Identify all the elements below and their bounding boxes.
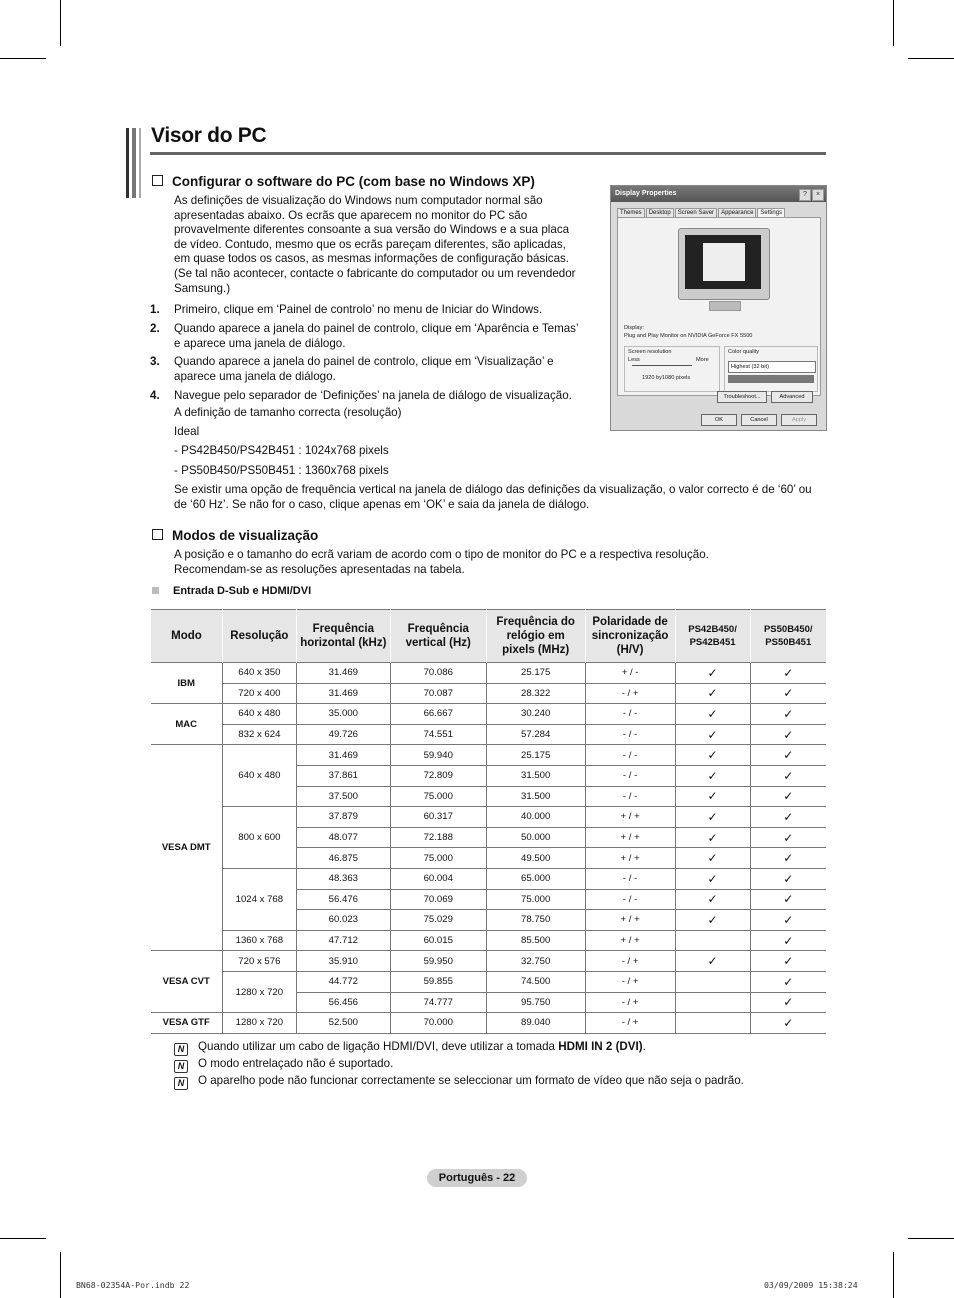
vfreq-cell: 75.000 xyxy=(390,848,486,869)
display-label: Display: xyxy=(624,325,644,331)
check-icon: ✓ xyxy=(783,974,794,989)
display-modes-table xyxy=(150,609,826,1034)
ps42-support-cell xyxy=(675,992,750,1013)
mode-cell: IBM xyxy=(151,663,223,704)
ideal-ps50: - PS50B450/PS50B451 : 1360x768 pixels xyxy=(174,464,389,477)
check-icon: ✓ xyxy=(707,727,718,742)
less-label: Less xyxy=(628,357,640,363)
polarity-cell: - / - xyxy=(585,704,675,725)
vfreq-cell: 60.317 xyxy=(390,807,486,828)
footer-date: 03/09/2009 15:38:24 xyxy=(764,1280,858,1290)
check-icon: ✓ xyxy=(707,809,718,824)
header-ps42: PS42B450/ PS42B451 xyxy=(675,610,750,663)
header-horizontal-frequency: Frequência horizontal (kHz) xyxy=(296,610,390,663)
ps42-support-cell xyxy=(675,683,750,704)
polarity-cell: + / + xyxy=(585,807,675,828)
crop-mark xyxy=(908,58,954,59)
ps42-support-cell xyxy=(675,807,750,828)
section-heading-software: Configurar o software do PC (com base no Windows XP) xyxy=(152,174,535,189)
ps50-support-cell xyxy=(750,951,826,972)
note-icon: N xyxy=(174,1060,188,1073)
advanced-button: Advanced xyxy=(771,391,813,403)
ps50-support-cell xyxy=(750,868,826,889)
resolution-cell: 720 x 400 xyxy=(222,683,296,704)
check-icon: ✓ xyxy=(783,995,794,1010)
crop-mark xyxy=(60,0,61,46)
polarity-cell: - / - xyxy=(585,724,675,745)
crop-mark xyxy=(893,0,894,46)
note-icon: N xyxy=(174,1077,188,1090)
footer-file: BN68-02354A-Por.indb 22 xyxy=(76,1280,190,1290)
note-icon: N xyxy=(174,1043,188,1056)
check-icon: ✓ xyxy=(783,748,794,763)
tab-screen-saver: Screen Saver xyxy=(675,208,717,217)
troubleshoot-button: Troubleshoot... xyxy=(717,391,767,403)
clock-cell: 25.175 xyxy=(486,745,585,766)
tab-settings: Settings xyxy=(757,208,785,217)
checkbox-bullet-icon xyxy=(152,175,163,186)
crop-mark xyxy=(0,1238,46,1239)
crop-mark xyxy=(893,1252,894,1298)
note-interlaced: N O modo entrelaçado não é suportado. xyxy=(174,1057,393,1073)
ps50-support-cell xyxy=(750,663,826,684)
vfreq-cell: 72.809 xyxy=(390,765,486,786)
ps42-support-cell xyxy=(675,827,750,848)
check-icon: ✓ xyxy=(707,851,718,866)
clock-cell: 25.175 xyxy=(486,663,585,684)
resolution-cell: 640 x 480 xyxy=(222,745,296,807)
hfreq-cell: 52.500 xyxy=(296,1013,390,1034)
resolution-cell: 832 x 624 xyxy=(222,724,296,745)
table-row xyxy=(151,971,827,992)
ps42-support-cell xyxy=(675,889,750,910)
check-icon: ✓ xyxy=(783,871,794,886)
clock-cell: 57.284 xyxy=(486,724,585,745)
hfreq-cell: 35.000 xyxy=(296,704,390,725)
vfreq-cell: 75.000 xyxy=(390,786,486,807)
clock-cell: 30.240 xyxy=(486,704,585,725)
clock-cell: 95.750 xyxy=(486,992,585,1013)
hfreq-cell: 46.875 xyxy=(296,848,390,869)
header-mode: Modo xyxy=(151,610,223,663)
mode-cell: MAC xyxy=(151,704,223,745)
check-icon: ✓ xyxy=(783,892,794,907)
clock-cell: 31.500 xyxy=(486,786,585,807)
ps50-support-cell xyxy=(750,971,826,992)
header-sync-polarity: Polaridade de sincronização (H/V) xyxy=(585,610,675,663)
check-icon: ✓ xyxy=(783,1015,794,1030)
ps42-support-cell xyxy=(675,930,750,951)
resolution-cell: 1280 x 720 xyxy=(222,971,296,1012)
crop-mark xyxy=(0,58,46,59)
step-text: Primeiro, clique em ‘Painel de controlo’ no menu de Iniciar do Windows. xyxy=(174,303,543,316)
resolution-label: A definição de tamanho correcta (resolução) xyxy=(174,406,402,419)
intro-paragraph: As definições de visualização do Windows num computador normal são apresentadas abaixo. Os ecrãs que aparecem no monitor do PC são provavelmente diferentes consoante a sua versão do Windows e a sua placa de vídeo. Contudo, mesmo que os ecrãs pareçam diferentes, são aplicadas, em quase todos os casos, as mesmas informações de configuração básicas. (Se tal não acontecer, contacte o fabricante do computador ou um revendedor Samsung.) xyxy=(174,194,576,295)
hfreq-cell: 48.363 xyxy=(296,868,390,889)
step-text: Navegue pelo separador de ‘Definições’ na janela de diálogo de visualização. xyxy=(174,389,572,402)
hfreq-cell: 37.879 xyxy=(296,807,390,828)
clock-cell: 78.750 xyxy=(486,910,585,931)
clock-cell: 31.500 xyxy=(486,765,585,786)
ok-button: OK xyxy=(701,414,737,426)
step-text: Quando aparece a janela do painel de controlo, clique em ‘Visualização’ e aparece uma janela de diálogo. xyxy=(174,355,554,383)
check-icon: ✓ xyxy=(783,830,794,845)
check-icon: ✓ xyxy=(783,789,794,804)
ps50-support-cell xyxy=(750,827,826,848)
settings-panel xyxy=(617,217,821,396)
modes-paragraph: A posição e o tamanho do ecrã variam de acordo com o tipo de monitor do PC e a respectiva resolução. Recomendam-se as resoluções apresentadas na tabela. xyxy=(174,548,709,576)
vfreq-cell: 75.029 xyxy=(390,910,486,931)
hfreq-cell: 31.469 xyxy=(296,663,390,684)
check-icon: ✓ xyxy=(707,686,718,701)
vfreq-cell: 59.940 xyxy=(390,745,486,766)
resolution-cell: 640 x 480 xyxy=(222,704,296,725)
ps50-support-cell xyxy=(750,745,826,766)
hfreq-cell: 44.772 xyxy=(296,971,390,992)
vfreq-cell: 59.950 xyxy=(390,951,486,972)
mode-cell: VESA DMT xyxy=(151,745,223,951)
ps50-support-cell xyxy=(750,848,826,869)
table-row xyxy=(151,868,827,889)
clock-cell: 28.322 xyxy=(486,683,585,704)
ps50-support-cell xyxy=(750,765,826,786)
check-icon: ✓ xyxy=(783,727,794,742)
check-icon: ✓ xyxy=(783,933,794,948)
check-icon: ✓ xyxy=(783,954,794,969)
check-icon: ✓ xyxy=(783,665,794,680)
page-number-badge: Português - 22 xyxy=(427,1169,527,1187)
screen-resolution-label: Screen resolution xyxy=(628,349,672,355)
ps42-support-cell xyxy=(675,786,750,807)
section-heading-modes: Modos de visualização xyxy=(152,528,318,543)
ps42-support-cell xyxy=(675,704,750,725)
crop-mark xyxy=(60,1252,61,1298)
step-number: 3. xyxy=(150,355,160,368)
check-icon: ✓ xyxy=(783,912,794,927)
input-subheading: Entrada D-Sub e HDMI/DVI xyxy=(152,585,311,597)
check-icon: ✓ xyxy=(783,809,794,824)
check-icon: ✓ xyxy=(707,748,718,763)
title-rule xyxy=(150,152,826,155)
crop-mark xyxy=(908,1238,954,1239)
vfreq-cell: 74.777 xyxy=(390,992,486,1013)
vfreq-cell: 60.004 xyxy=(390,868,486,889)
ps42-support-cell xyxy=(675,1013,750,1034)
polarity-cell: - / + xyxy=(585,992,675,1013)
hfreq-cell: 37.861 xyxy=(296,765,390,786)
tab-themes: Themes xyxy=(617,208,645,217)
check-icon: ✓ xyxy=(783,706,794,721)
polarity-cell: + / + xyxy=(585,827,675,848)
ps42-support-cell xyxy=(675,663,750,684)
header-pixel-clock: Frequência do relógio em pixels (MHz) xyxy=(486,610,585,663)
check-icon: ✓ xyxy=(783,768,794,783)
table-row xyxy=(151,1013,827,1034)
clock-cell: 50.000 xyxy=(486,827,585,848)
polarity-cell: - / - xyxy=(585,889,675,910)
vfreq-cell: 70.069 xyxy=(390,889,486,910)
resolution-cell: 720 x 576 xyxy=(222,951,296,972)
ps42-support-cell xyxy=(675,848,750,869)
ps50-support-cell xyxy=(750,1013,826,1034)
ps50-support-cell xyxy=(750,704,826,725)
check-icon: ✓ xyxy=(783,851,794,866)
clock-cell: 74.500 xyxy=(486,971,585,992)
resolution-cell: 800 x 600 xyxy=(222,807,296,869)
ps50-support-cell xyxy=(750,724,826,745)
table-row xyxy=(151,745,827,766)
polarity-cell: + / + xyxy=(585,930,675,951)
close-icon: × xyxy=(812,189,824,201)
table-row xyxy=(151,663,827,684)
ps50-support-cell xyxy=(750,807,826,828)
polarity-cell: + / + xyxy=(585,848,675,869)
ps42-support-cell xyxy=(675,745,750,766)
cancel-button: Cancel xyxy=(741,414,777,426)
header-vertical-frequency: Frequência vertical (Hz) xyxy=(390,610,486,663)
table-row xyxy=(151,704,827,725)
ps50-support-cell xyxy=(750,889,826,910)
checkbox-bullet-icon xyxy=(152,529,163,540)
resolution-cell: 1360 x 768 xyxy=(222,930,296,951)
check-icon: ✓ xyxy=(707,789,718,804)
tab-desktop: Desktop xyxy=(646,208,674,217)
ps42-support-cell xyxy=(675,971,750,992)
hfreq-cell: 48.077 xyxy=(296,827,390,848)
clock-cell: 89.040 xyxy=(486,1013,585,1034)
vfreq-cell: 70.086 xyxy=(390,663,486,684)
hfreq-cell: 35.910 xyxy=(296,951,390,972)
vfreq-cell: 74.551 xyxy=(390,724,486,745)
step-text: Quando aparece a janela do painel de controlo, clique em ‘Aparência e Temas’ e aparece uma janela de diálogo. xyxy=(174,322,579,350)
ps42-support-cell xyxy=(675,951,750,972)
polarity-cell: + / - xyxy=(585,663,675,684)
page-title: Visor do PC xyxy=(151,124,267,147)
clock-cell: 40.000 xyxy=(486,807,585,828)
polarity-cell: - / + xyxy=(585,683,675,704)
header-resolution: Resolução xyxy=(222,610,296,663)
vfreq-cell: 66.667 xyxy=(390,704,486,725)
vfreq-cell: 70.000 xyxy=(390,1013,486,1034)
ps50-support-cell xyxy=(750,930,826,951)
check-icon: ✓ xyxy=(707,954,718,969)
color-quality-select: Highest (32 bit) xyxy=(728,361,816,373)
step-number: 4. xyxy=(150,389,160,402)
vfreq-cell: 72.188 xyxy=(390,827,486,848)
monitor-icon xyxy=(678,228,770,300)
clock-cell: 75.000 xyxy=(486,889,585,910)
ideal-ps42: - PS42B450/PS42B451 : 1024x768 pixels xyxy=(174,444,389,457)
check-icon: ✓ xyxy=(707,830,718,845)
dialog-titlebar: Display Properties xyxy=(611,186,826,202)
polarity-cell: - / + xyxy=(585,951,675,972)
check-icon: ✓ xyxy=(707,665,718,680)
hfreq-cell: 56.456 xyxy=(296,992,390,1013)
display-value: Plug and Play Monitor on NVIDIA GeForce FX 5500 xyxy=(624,333,753,339)
vfreq-cell: 70.087 xyxy=(390,683,486,704)
clock-cell: 49.500 xyxy=(486,848,585,869)
ps42-support-cell xyxy=(675,724,750,745)
check-icon: ✓ xyxy=(707,892,718,907)
table-header-row xyxy=(151,610,827,663)
ideal-label: Ideal xyxy=(174,425,200,438)
ps50-support-cell xyxy=(750,910,826,931)
polarity-cell: - / - xyxy=(585,786,675,807)
polarity-cell: + / + xyxy=(585,910,675,931)
hfreq-cell: 37.500 xyxy=(296,786,390,807)
step-number: 2. xyxy=(150,322,160,335)
color-bar xyxy=(728,375,814,383)
apply-button: Apply xyxy=(781,414,817,426)
check-icon: ✓ xyxy=(707,912,718,927)
help-icon: ? xyxy=(799,189,811,201)
dialog-tabs xyxy=(617,208,786,217)
resolution-slider xyxy=(632,365,692,366)
header-ps50: PS50B450/ PS50B451 xyxy=(750,610,826,663)
ps50-support-cell xyxy=(750,786,826,807)
polarity-cell: - / - xyxy=(585,868,675,889)
clock-cell: 32.750 xyxy=(486,951,585,972)
tab-appearance: Appearance xyxy=(718,208,756,217)
resolution-value: 1920 by1080 pixels xyxy=(642,375,691,381)
ps50-support-cell xyxy=(750,683,826,704)
ps42-support-cell xyxy=(675,868,750,889)
resolution-cell: 1024 x 768 xyxy=(222,868,296,930)
polarity-cell: - / + xyxy=(585,1013,675,1034)
color-quality-label: Color quality xyxy=(728,349,760,355)
frequency-paragraph: Se existir uma opção de frequência vertical na janela de diálogo das definições da visualização, o valor correcto é de ‘60’ ou de ‘60 Hz’. Se não for o caso, clique apenas em ‘OK’ e saia da janela de diálogo. xyxy=(174,483,812,511)
polarity-cell: - / - xyxy=(585,745,675,766)
table-row xyxy=(151,807,827,828)
square-bullet-icon xyxy=(152,587,159,594)
display-properties-dialog xyxy=(610,185,827,431)
clock-cell: 85.500 xyxy=(486,930,585,951)
step-number: 1. xyxy=(150,303,160,316)
note-hdmi: N Quando utilizar um cabo de ligação HDMI/DVI, deve utilizar a tomada HDMI IN 2 (DVI). xyxy=(174,1040,646,1056)
note-format: N O aparelho pode não funcionar correctamente se seleccionar um formato de vídeo que não seja o padrão. xyxy=(174,1074,744,1090)
table-row xyxy=(151,930,827,951)
polarity-cell: - / - xyxy=(585,765,675,786)
clock-cell: 65.000 xyxy=(486,868,585,889)
ps42-support-cell xyxy=(675,910,750,931)
hfreq-cell: 31.469 xyxy=(296,745,390,766)
hfreq-cell: 56.476 xyxy=(296,889,390,910)
hfreq-cell: 47.712 xyxy=(296,930,390,951)
ps42-support-cell xyxy=(675,765,750,786)
check-icon: ✓ xyxy=(783,686,794,701)
hfreq-cell: 49.726 xyxy=(296,724,390,745)
mode-cell: VESA CVT xyxy=(151,951,223,1013)
table-row xyxy=(151,724,827,745)
resolution-cell: 1280 x 720 xyxy=(222,1013,296,1034)
more-label: More xyxy=(696,357,709,363)
ps50-support-cell xyxy=(750,992,826,1013)
check-icon: ✓ xyxy=(707,871,718,886)
hfreq-cell: 31.469 xyxy=(296,683,390,704)
table-row xyxy=(151,951,827,972)
mode-cell: VESA GTF xyxy=(151,1013,223,1034)
hfreq-cell: 60.023 xyxy=(296,910,390,931)
check-icon: ✓ xyxy=(707,706,718,721)
vfreq-cell: 59.855 xyxy=(390,971,486,992)
check-icon: ✓ xyxy=(707,768,718,783)
table-row xyxy=(151,683,827,704)
resolution-cell: 640 x 350 xyxy=(222,663,296,684)
vfreq-cell: 60.015 xyxy=(390,930,486,951)
polarity-cell: - / + xyxy=(585,971,675,992)
